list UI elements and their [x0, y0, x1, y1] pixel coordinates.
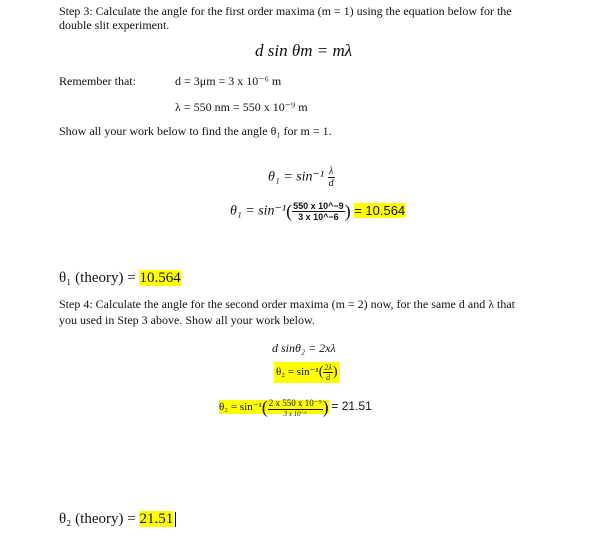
step3-prompt-line1: Step 3: Calculate the angle for the first order maxima (m = 1) using the equation below for the	[59, 4, 512, 18]
theta1-theory	[59, 270, 181, 287]
theta1-calculation: θ₁ = sin⁻¹( $\frac{550 x 10\^{}-9}{3 x 10\^{}-6}$ ) = 10.564	[230, 201, 406, 222]
theta1-formula-lhs: θ₁ = sin⁻¹	[268, 169, 325, 185]
theta2-calc-highlight: θ₂ = sin⁻¹( $\frac{\text{2 x 550 x 10⁻⁹}}{\text{3 x 10⁻⁶}}$ )	[219, 397, 329, 418]
theta1-formula	[268, 166, 335, 189]
slit-equation: d sin θm = mλ	[255, 41, 353, 60]
theta2-theory-label: θ₂ (theory) =	[59, 511, 140, 527]
remember-label: Remember that:	[59, 74, 136, 88]
theta2-theory-value: 21.51	[139, 511, 174, 527]
theta2-formula: θ₂ = sin⁻¹( $\frac{2\lambda}{d}$ )	[276, 363, 338, 382]
lambda-value: λ = 550 nm = 550 x 10⁻⁹ m	[175, 100, 308, 114]
theta2-theory	[59, 511, 176, 528]
theta1-theory-value: 10.564	[139, 270, 181, 286]
text-cursor[interactable]	[175, 512, 176, 527]
step4-equation: d sinθ₂ = 2xλ	[272, 341, 336, 355]
theta2-calc-fraction	[268, 398, 323, 418]
step4-prompt-line2: you used in Step 3 above. Show all your work below.	[59, 313, 315, 327]
theta1-formula-numerator: λ	[328, 166, 334, 177]
theta2-formula-fraction	[323, 363, 332, 382]
theta2-calculation	[219, 397, 372, 418]
d-value: d = 3μm = 3 x 10⁻⁶ m	[175, 74, 282, 88]
theta1-calc-denominator: 3 x 10^−6	[298, 212, 339, 222]
theta1-calc-fraction	[292, 201, 345, 222]
theta1-formula-denominator: d	[328, 178, 334, 189]
step3-instruction: Show all your work below to find the angle θ₁ for m = 1.	[59, 124, 332, 138]
theta1-calc-numerator: 550 x 10^−9	[293, 201, 344, 211]
theta2-calc-lhs: θ₂ = sin⁻¹	[219, 401, 262, 414]
theta2-calc-result: = 21.51	[331, 399, 372, 414]
theta1-calc-result: = 10.564	[354, 202, 406, 218]
theta2-calc-denominator: 3 x 10⁻⁶	[283, 409, 307, 418]
theta2-formula-lhs: θ₂ = sin⁻¹	[276, 366, 319, 379]
theta1-calc-lhs: θ₁ = sin⁻¹	[230, 203, 287, 219]
step3-prompt-line2: double slit experiment.	[59, 18, 170, 32]
theta2-formula-denominator: d	[326, 373, 331, 382]
theta2-calc-numerator: 2 x 550 x 10⁻⁹	[268, 397, 322, 408]
theta2-formula-numerator: 2λ	[324, 363, 332, 372]
theta1-formula-fraction	[328, 166, 335, 189]
step4-prompt-line1: Step 4: Calculate the angle for the second order maxima (m = 2) now, for the same d and λ that	[59, 297, 515, 311]
theta1-theory-label: θ₁ (theory) =	[59, 270, 140, 286]
